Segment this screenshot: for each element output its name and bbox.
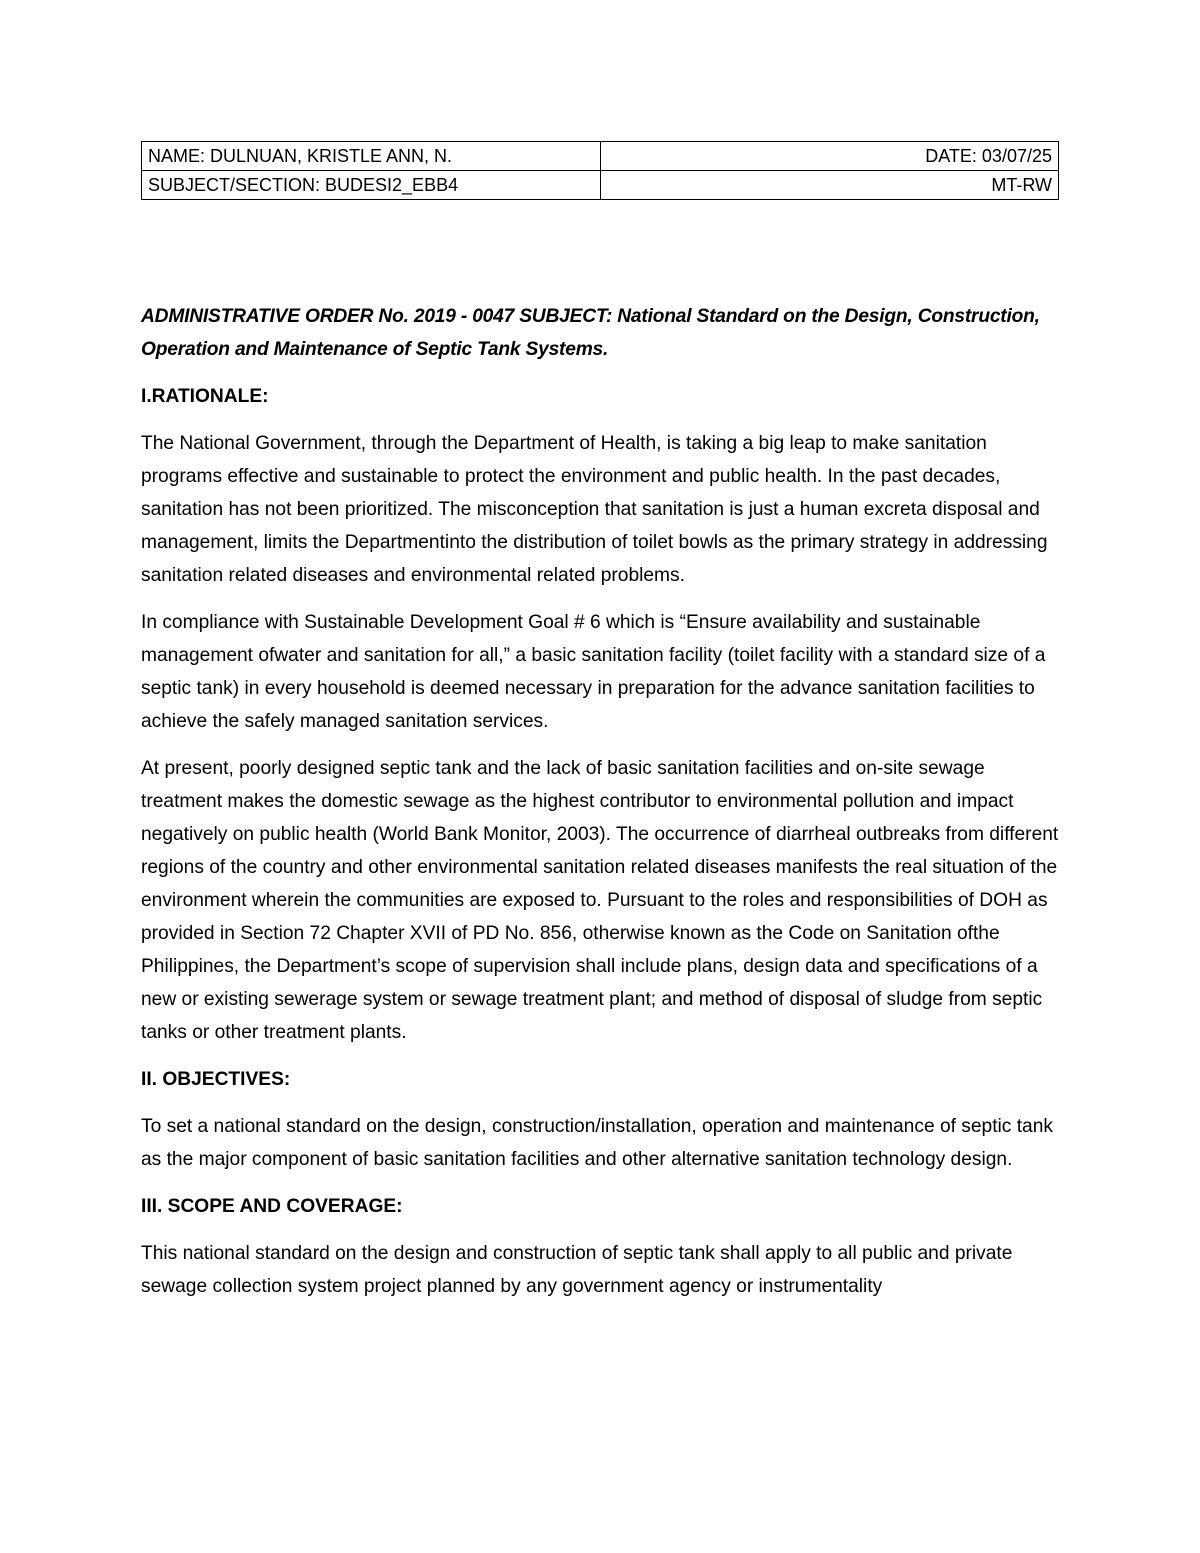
student-name-cell: NAME: DULNUAN, KRISTLE ANN, N. [142,142,601,171]
scope-heading: III. SCOPE AND COVERAGE: [141,1196,403,1217]
rationale-heading: I.RATIONALE: [141,386,269,407]
objectives-heading: II. OBJECTIVES: [141,1069,291,1090]
objectives-paragraph: To set a national standard on the design, construction/installation, operation and maintenance of septic tank as the major component of basic sanitation facilities and other alternative sanitation technology design. [141,1116,1053,1170]
rationale-paragraph-1: The National Government, through the Department of Health, is taking a big leap to make sanitation programs effective and sustainable to protect the environment and public health. In the past decades, sanitation has not been prioritized. The misconception that sanitation is just a human excreta disposal and management, limits the Departmentinto the distribution of toilet bowls as the primary strategy in addressing sanitation related diseases and environmental related problems. [141,433,1048,586]
date-cell: DATE: 03/07/25 [601,142,1059,171]
rationale-paragraph-3: At present, poorly designed septic tank and the lack of basic sanitation facilities and on-site sewage treatment makes the domestic sewage as the highest contributor to environmental pollution and impact negatively on public health (World Bank Monitor, 2003). The occurrence of diarrheal outbreaks from different regions of the country and other environmental sanitation related diseases manifests the real situation of the environment wherein the communities are exposed to. Pursuant to the roles and responsibilities of DOH as provided in Section 72 Chapter XVII of PD No. 856, otherwise known as the Code on Sanitation ofthe Philippines, the Department’s scope of supervision shall include plans, design data and specifications of a new or existing sewerage system or sewage treatment plant; and method of disposal of sludge from septic tanks or other treatment plants. [141,758,1059,1043]
table-row [142,171,1059,200]
document-body [141,300,1059,1317]
subject-section-cell: SUBJECT/SECTION: BUDESI2_EBB4 [142,171,601,200]
rationale-paragraph-2: In compliance with Sustainable Development Goal # 6 which is “Ensure availability and sustainable management ofwater and sanitation for all,” a basic sanitation facility (toilet facility with a standard size of a septic tank) in every household is deemed necessary in preparation for the advance sanitation facilities to achieve the safely managed sanitation services. [141,612,1046,732]
schedule-cell: MT-RW [601,171,1059,200]
scope-paragraph: This national standard on the design and construction of septic tank shall apply to all public and private sewage collection system project planned by any government agency or instrumentality [141,1243,1013,1297]
student-info-table [141,141,1059,200]
table-row [142,142,1059,171]
document-title: ADMINISTRATIVE ORDER No. 2019 - 0047 SUBJECT: National Standard on the Design, Construction, Operation and Maintenance of Septic Tank Systems. [141,306,1040,360]
